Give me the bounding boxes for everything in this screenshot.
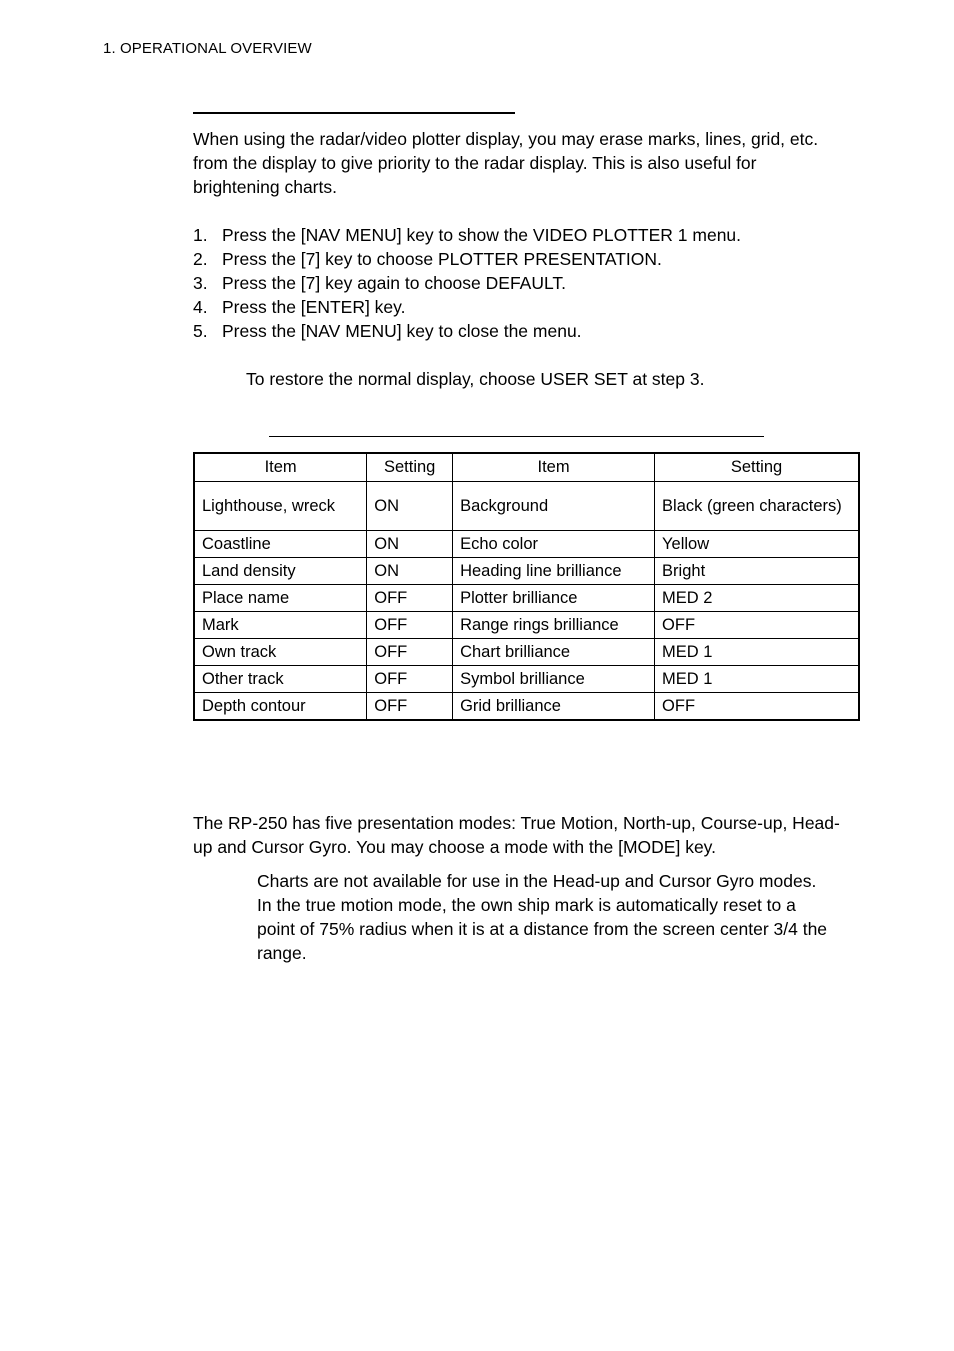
table-cell: ON xyxy=(367,482,453,531)
table-cell: Land density xyxy=(194,558,367,585)
table-cell: ON xyxy=(367,558,453,585)
step-item xyxy=(193,223,843,247)
table-cell: MED 1 xyxy=(655,639,859,666)
default-settings-table xyxy=(193,452,860,721)
table-cell: Chart brilliance xyxy=(453,639,655,666)
header-setting: Setting xyxy=(655,453,859,482)
notes-block xyxy=(257,869,837,965)
step-number: 2. xyxy=(193,249,208,269)
step-number: 5. xyxy=(193,321,208,341)
table-row xyxy=(194,558,859,585)
step-item xyxy=(193,319,843,343)
table-row xyxy=(194,693,859,721)
table-cell: Symbol brilliance xyxy=(453,666,655,693)
table-title-rule xyxy=(269,436,764,437)
step-item xyxy=(193,271,843,295)
table-cell: Coastline xyxy=(194,531,367,558)
header-item: Item xyxy=(453,453,655,482)
step-number: 3. xyxy=(193,273,208,293)
note-item: In the true motion mode, the own ship mark is automatically reset to a point of 75% radius when it is at a distance from the screen center 3/4 the range. xyxy=(257,895,828,963)
table-cell: OFF xyxy=(655,612,859,639)
step-text: Press the [ENTER] key. xyxy=(222,297,406,317)
table-cell: Place name xyxy=(194,585,367,612)
table-row xyxy=(194,639,859,666)
table-row xyxy=(194,482,859,531)
table-header-row xyxy=(194,453,859,482)
table-cell: Black (green characters) xyxy=(655,482,859,531)
restore-note: To restore the normal display, choose USER SET at step 3. xyxy=(246,369,705,389)
table-row xyxy=(194,531,859,558)
section-heading-rule xyxy=(193,112,515,114)
table-cell: Heading line brilliance xyxy=(453,558,655,585)
table-cell: OFF xyxy=(367,639,453,666)
step-item xyxy=(193,295,843,319)
table-cell: MED 2 xyxy=(655,585,859,612)
table-cell: MED 1 xyxy=(655,666,859,693)
table-row xyxy=(194,585,859,612)
table-cell: ON xyxy=(367,531,453,558)
table-cell: Background xyxy=(453,482,655,531)
table-cell: Own track xyxy=(194,639,367,666)
step-item xyxy=(193,247,843,271)
procedure-steps xyxy=(193,223,843,343)
note-item: Charts are not available for use in the Head-up and Cursor Gyro modes. xyxy=(257,871,817,891)
table-cell: OFF xyxy=(367,585,453,612)
step-number: 1. xyxy=(193,225,208,245)
table-cell: Other track xyxy=(194,666,367,693)
intro-paragraph: When using the radar/video plotter display, you may erase marks, lines, grid, etc. from the display to give priority to the radar display. This is also useful for brightening charts. xyxy=(193,129,819,197)
step-text: Press the [7] key again to choose DEFAULT. xyxy=(222,273,567,293)
table-cell: Lighthouse, wreck xyxy=(194,482,367,531)
header-setting: Setting xyxy=(367,453,453,482)
step-number: 4. xyxy=(193,297,208,317)
table-row xyxy=(194,612,859,639)
table-cell: Plotter brilliance xyxy=(453,585,655,612)
table-cell: Depth contour xyxy=(194,693,367,721)
presentation-modes-paragraph: The RP-250 has five presentation modes: True Motion, North-up, Course-up, Head-up and Cursor Gyro. You may choose a mode with the [MODE] key. xyxy=(193,813,840,857)
table-cell: Mark xyxy=(194,612,367,639)
step-text: Press the [NAV MENU] key to show the VIDEO PLOTTER 1 menu. xyxy=(222,225,742,245)
running-header: 1. OPERATIONAL OVERVIEW xyxy=(103,40,312,57)
header-item: Item xyxy=(194,453,367,482)
table-cell: Range rings brilliance xyxy=(453,612,655,639)
table-cell: OFF xyxy=(367,612,453,639)
step-text: Press the [7] key to choose PLOTTER PRESENTATION. xyxy=(222,249,662,269)
table-cell: OFF xyxy=(367,666,453,693)
table-cell: Grid brilliance xyxy=(453,693,655,721)
table-cell: OFF xyxy=(367,693,453,721)
table-cell: Bright xyxy=(655,558,859,585)
table-cell: Yellow xyxy=(655,531,859,558)
table-cell: Echo color xyxy=(453,531,655,558)
table-cell: OFF xyxy=(655,693,859,721)
step-text: Press the [NAV MENU] key to close the menu. xyxy=(222,321,582,341)
table-row xyxy=(194,666,859,693)
